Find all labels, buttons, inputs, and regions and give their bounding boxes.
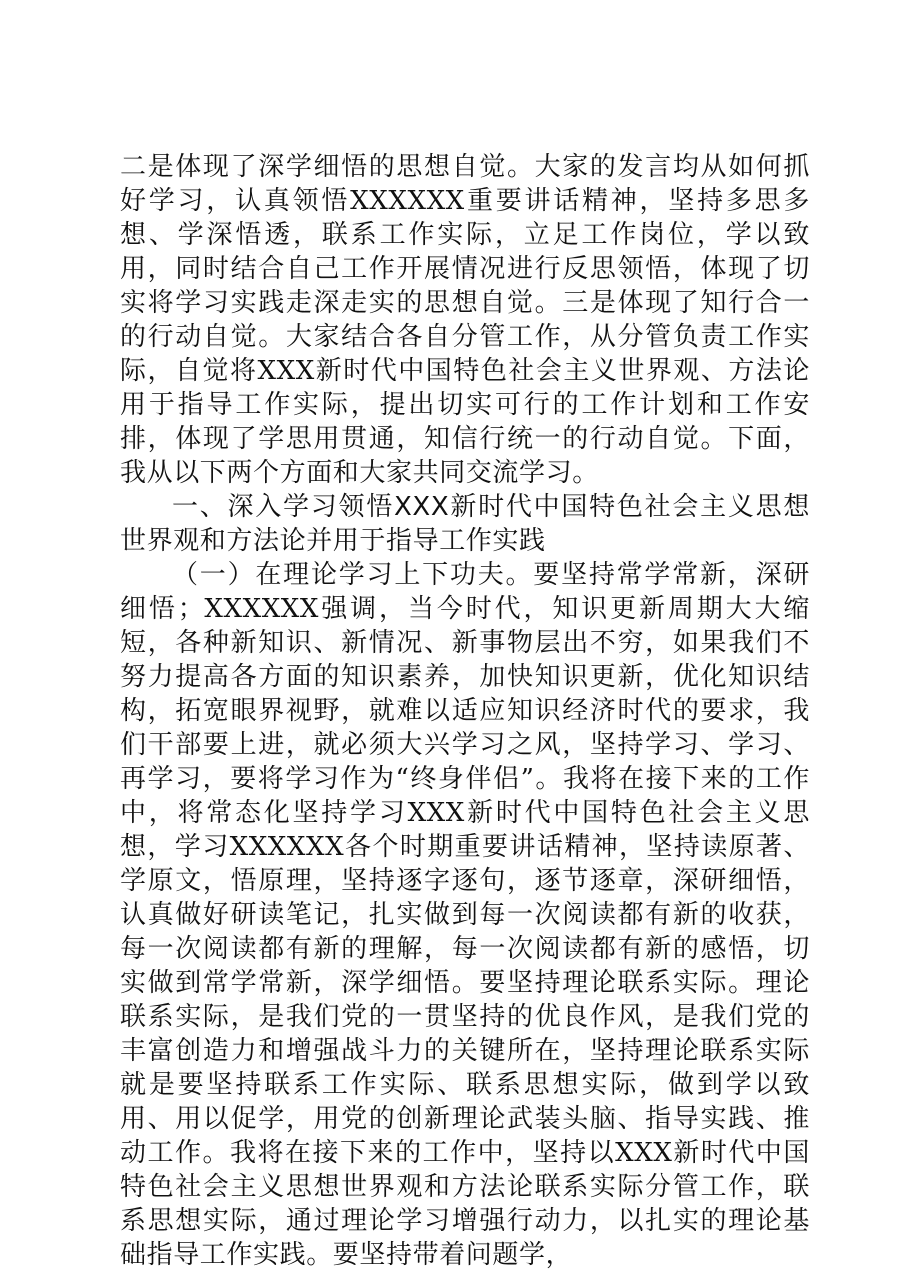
section-heading-1: 一、深入学习领悟XXX新时代中国特色社会主义思想世界观和方法论并用于指导工作实践 — [120, 492, 810, 556]
document-body — [120, 150, 810, 1272]
paragraph-intro: 二是体现了深学细悟的思想自觉。大家的发言均从如何抓好学习，认真领悟XXXXXX重要讲话精神，坚持多思多想、学深悟透，联系工作实际，立足工作岗位，学以致用，同时结合自己工作开展情况进行反思领悟，体现了切实将学习实践走深走实的思想自觉。三是体现了知行合一的行动自觉。大家结合各自分管工作，从分管负责工作实际，自觉将XXX新时代中国特色社会主义世界观、方法论用于指导工作实际，提出切实可行的工作计划和工作安排，体现了学思用贯通，知信行统一的行动自觉。下面，我从以下两个方面和大家共同交流学习。 — [120, 152, 810, 488]
paragraph-subsection-1: （一）在理论学习上下功夫。要坚持常学常新，深研细悟；XXXXXX强调，当今时代，知识更新周期大大缩短，各种新知识、新情况、新事物层出不穷，如果我们不努力提高各方面的知识素养，加快知识更新，优化知识结构，拓宽眼界视野，就难以适应知识经济时代的要求，我们干部要上进，就必须大兴学习之风，坚持学习、学习、再学习，要将学习作为“终身伴侣”。我将在接下来的工作中，将常态化坚持学习XXX新时代中国特色社会主义思想，学习XXXXXX各个时期重要讲话精神，坚持读原著、学原文，悟原理，坚持逐字逐句，逐节逐章，深研细悟，认真做好研读笔记，扎实做到每一次阅读都有新的收获，每一次阅读都有新的理解，每一次阅读都有新的感悟，切实做到常学常新，深学细悟。要坚持理论联系实际。理论联系实际，是我们党的一贯坚持的优良作风，是我们党的丰富创造力和增强战斗力的关键所在，坚持理论联系实际就是要坚持联系工作实际、联系思想实际，做到学以致用、用以促学，用党的创新理论武装头脑、指导实践、推动工作。我将在接下来的工作中，坚持以XXX新时代中国特色社会主义思想世界观和方法论联系实际分管工作，联系思想实际，通过理论学习增强行动力，以扎实的理论基础指导工作实践。要坚持带着问题学， — [120, 560, 810, 1270]
